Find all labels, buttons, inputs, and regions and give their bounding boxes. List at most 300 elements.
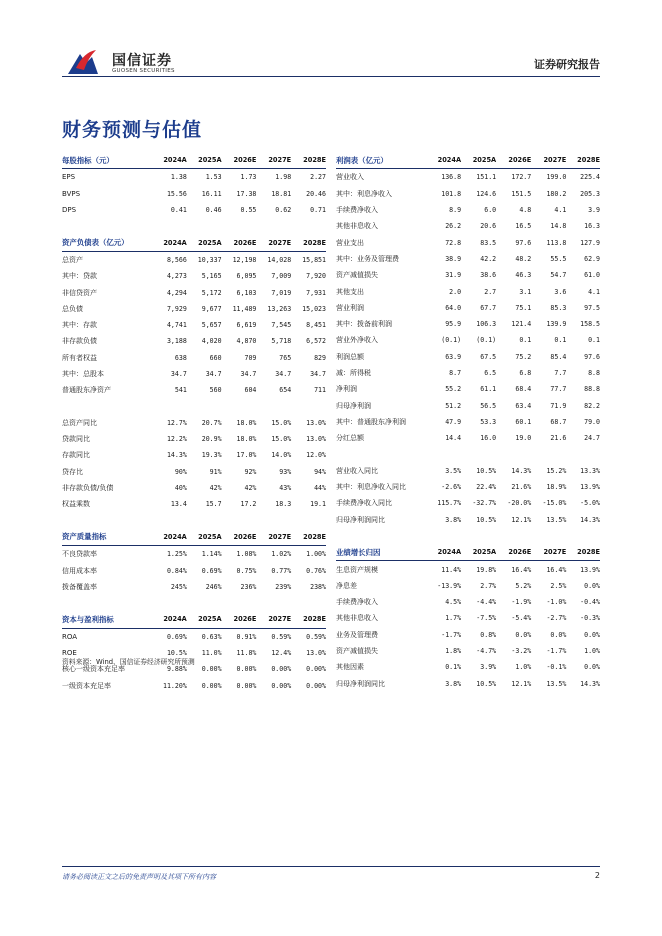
cell-value: 88.8 xyxy=(584,385,600,394)
row-label: 一级资本充足率 xyxy=(62,681,111,690)
table-row xyxy=(336,283,600,299)
year-header: 2024A xyxy=(152,529,187,546)
cell-value: 20.7% xyxy=(201,418,222,427)
row-label: 总资产同比 xyxy=(62,418,97,427)
cell-value: -0.1% xyxy=(546,663,567,672)
cell-value: 0.0% xyxy=(515,630,532,639)
cell-value: 77.7 xyxy=(550,385,567,394)
cell-value xyxy=(496,446,531,462)
row-label: 信用成本率 xyxy=(62,566,97,575)
cell-value: 3.9 xyxy=(588,206,600,215)
row-label: 总负债 xyxy=(62,304,83,313)
cell-value: 0.0% xyxy=(584,630,600,639)
cell-value: 14,028 xyxy=(267,255,292,264)
cell-value: 15.0% xyxy=(271,435,292,444)
cell-value: 19.0 xyxy=(515,434,532,443)
left-column xyxy=(62,152,326,694)
cell-value: -0.3% xyxy=(580,614,600,623)
cell-value: 0.84% xyxy=(166,566,187,575)
cell-value: 17.2 xyxy=(240,500,257,509)
cell-value: 3.8% xyxy=(445,679,462,688)
cell-value: 15.0% xyxy=(271,418,292,427)
cell-value: 9.88% xyxy=(166,665,187,674)
cell-value: 4.1 xyxy=(554,206,567,215)
table-section-title: 资本与盈利指标 xyxy=(62,611,152,628)
cell-value: 709 xyxy=(244,353,257,362)
cell-value: 21.6% xyxy=(511,483,532,492)
row-label: 利润总额 xyxy=(336,352,364,361)
cell-value: 136.8 xyxy=(441,173,462,182)
cell-value: 1.02% xyxy=(271,550,292,559)
row-label: 存款同比 xyxy=(62,451,90,460)
cell-value: 51.2 xyxy=(445,401,462,410)
cell-value: 4.8 xyxy=(519,206,532,215)
cell-value: 44% xyxy=(314,484,326,493)
cell-value: 0.55 xyxy=(240,206,257,215)
cell-value: 67.5 xyxy=(480,352,497,361)
table-row xyxy=(62,415,326,431)
cell-value xyxy=(222,398,257,414)
table-row xyxy=(336,218,600,234)
year-header: 2025A xyxy=(187,152,222,169)
cell-value: 13.9% xyxy=(580,483,600,492)
cell-value: 18.0% xyxy=(236,435,257,444)
table-row xyxy=(336,332,600,348)
cell-value: 3.6 xyxy=(554,287,567,296)
cell-value: 139.9 xyxy=(546,320,567,329)
cell-value: 34.7 xyxy=(310,370,326,378)
cell-value: 12,198 xyxy=(232,255,257,264)
cell-value: 4.5% xyxy=(445,598,462,607)
cell-value: 205.3 xyxy=(580,189,600,198)
cell-value: 1.8% xyxy=(445,647,462,656)
cell-value: 18.81 xyxy=(271,189,292,198)
cell-value: 60.1 xyxy=(515,417,532,426)
table-row xyxy=(62,202,326,218)
cell-value: 67.7 xyxy=(480,303,497,312)
cell-value: 18.9% xyxy=(546,483,567,492)
cell-value: 15.56 xyxy=(166,189,187,198)
cell-value: 5,172 xyxy=(201,288,222,297)
cell-value: 4,273 xyxy=(166,272,187,281)
cell-value: 0.00% xyxy=(236,681,257,690)
row-label: 归母净利润同比 xyxy=(336,679,385,688)
cell-value: 638 xyxy=(174,353,187,362)
cell-value: 7,545 xyxy=(271,321,292,330)
cell-value: 79.0 xyxy=(584,417,600,426)
cell-value: -1.0% xyxy=(546,598,567,607)
cell-value: 113.8 xyxy=(546,238,567,247)
cell-value: 8.8 xyxy=(588,369,600,377)
year-header: 2026E xyxy=(222,234,257,251)
spacer-row xyxy=(62,218,326,234)
table-row xyxy=(62,382,326,398)
cell-value: 48.2 xyxy=(515,254,532,263)
cell-value: 18.0% xyxy=(236,418,257,427)
row-label: 手续费净收入 xyxy=(336,598,378,607)
cell-value: 0.69% xyxy=(166,632,187,641)
cell-value: 42% xyxy=(209,484,222,493)
cell-value: 53.3 xyxy=(480,417,497,426)
cell-value: 75.2 xyxy=(515,352,532,361)
table-row xyxy=(62,464,326,480)
cell-value: 63.9 xyxy=(445,352,462,361)
cell-value: 151.5 xyxy=(511,189,532,198)
row-label: 其他因素 xyxy=(336,663,364,672)
cell-value: 560 xyxy=(209,386,222,395)
cell-value: 12.1% xyxy=(511,679,532,688)
cell-value: 8,566 xyxy=(166,255,187,264)
cell-value: 14.3% xyxy=(580,515,600,524)
cell-value: 56.5 xyxy=(480,401,497,410)
cell-value: 225.4 xyxy=(580,173,600,182)
row-label: 归母净利润同比 xyxy=(336,515,385,524)
cell-value xyxy=(152,398,187,414)
row-label: 其中：利息净收入 xyxy=(336,189,392,198)
table-section-title: 业绩增长归因 xyxy=(336,544,426,561)
cell-value: 71.9 xyxy=(550,401,567,410)
table-row xyxy=(62,169,326,186)
cell-value: 72.8 xyxy=(445,238,462,247)
cell-value: 54.7 xyxy=(550,271,567,280)
cell-value: 10.5% xyxy=(476,515,497,524)
cell-value: 0.76% xyxy=(306,566,326,575)
table-row xyxy=(62,480,326,496)
cell-value: 3.9% xyxy=(480,663,497,672)
cell-value: 55.5 xyxy=(550,254,567,263)
logo-text-en: GUOSEN SECURITIES xyxy=(112,68,175,74)
cell-value: 1.0% xyxy=(515,663,532,672)
table-row xyxy=(336,446,600,462)
year-header: 2028E xyxy=(566,544,600,561)
row-label: 贷款同比 xyxy=(62,435,90,444)
row-label xyxy=(62,398,152,414)
cell-value: 64.0 xyxy=(445,303,462,312)
cell-value: 6,095 xyxy=(236,272,257,281)
cell-value: 4.1 xyxy=(588,287,600,296)
cell-value: 16.3 xyxy=(584,222,600,231)
cell-value: 127.9 xyxy=(580,238,600,247)
cell-value: 19.3% xyxy=(201,451,222,460)
cell-value: 0.0% xyxy=(550,630,567,639)
row-label: DPS xyxy=(62,206,77,215)
cell-value: 34.7 xyxy=(205,370,222,378)
cell-value: 13,263 xyxy=(267,304,292,313)
spacer-row xyxy=(336,528,600,544)
table-row xyxy=(62,447,326,463)
cell-value: 180.2 xyxy=(546,189,567,198)
table-row xyxy=(336,169,600,186)
row-label: 其他非息收入 xyxy=(336,222,378,231)
cell-value: 0.00% xyxy=(201,665,222,674)
cell-value: 2.7 xyxy=(484,287,497,296)
cell-value: 654 xyxy=(279,386,292,395)
row-label: 手续费净收入同比 xyxy=(336,499,392,508)
financial-table xyxy=(336,152,600,692)
cell-value: 1.0% xyxy=(584,647,600,656)
table-row xyxy=(62,317,326,333)
cell-value: 15,023 xyxy=(302,304,326,313)
table-row xyxy=(336,479,600,495)
cell-value: 10.5% xyxy=(166,649,187,658)
cell-value: 0.69% xyxy=(201,566,222,575)
cell-value: 0.62 xyxy=(275,206,292,215)
table-row xyxy=(62,350,326,366)
cell-value: 14.0% xyxy=(271,451,292,460)
cell-value: 62.9 xyxy=(584,254,600,263)
table-row xyxy=(62,251,326,268)
table-row xyxy=(336,267,600,283)
cell-value: 46.3 xyxy=(515,271,532,280)
table-row xyxy=(336,381,600,397)
cell-value: 9,677 xyxy=(201,304,222,313)
cell-value: 3.1 xyxy=(519,287,532,296)
cell-value: 660 xyxy=(209,353,222,362)
cell-value: 63.4 xyxy=(515,401,532,410)
cell-value: 6.5 xyxy=(484,369,497,377)
cell-value xyxy=(426,446,461,462)
cell-value: 106.3 xyxy=(476,320,497,329)
table-row xyxy=(62,186,326,202)
cell-value: 14.8 xyxy=(550,222,567,231)
row-label: EPS xyxy=(62,173,76,182)
cell-value: 0.59% xyxy=(271,632,292,641)
cell-value: 0.71 xyxy=(310,206,326,215)
row-label: 生息资产规模 xyxy=(336,565,378,574)
cell-value: 238% xyxy=(310,582,326,591)
cell-value: 1.00% xyxy=(306,550,326,559)
cell-value: 0.00% xyxy=(306,665,326,674)
cell-value: 245% xyxy=(170,582,187,591)
guosen-logo-icon xyxy=(66,48,100,76)
cell-value: 7,009 xyxy=(271,272,292,281)
table-row xyxy=(336,349,600,365)
cell-value: 6.0 xyxy=(484,206,497,215)
cell-value: 6,619 xyxy=(236,321,257,330)
cell-value: 0.1% xyxy=(445,663,462,672)
cell-value: 13.3% xyxy=(580,466,600,475)
table-row xyxy=(336,561,600,578)
page-number: 2 xyxy=(594,871,600,880)
spacer-row xyxy=(62,513,326,529)
row-label: 其中：贷款 xyxy=(62,272,97,281)
row-label: 其他支出 xyxy=(336,287,364,296)
cell-value: 34.7 xyxy=(170,370,187,378)
logo-text-cn: 国信证券 xyxy=(112,53,172,69)
cell-value: 13.5% xyxy=(546,679,567,688)
cell-value: 68.4 xyxy=(515,385,532,394)
row-label: BVPS xyxy=(62,189,81,198)
cell-value: 101.8 xyxy=(441,189,462,198)
cell-value: 7.7 xyxy=(554,369,567,377)
cell-value: 11.20% xyxy=(162,681,187,690)
table-row xyxy=(336,397,600,413)
table-header-row xyxy=(62,529,326,546)
cell-value: 10,337 xyxy=(197,255,222,264)
cell-value: 26.2 xyxy=(445,222,462,231)
cell-value: 82.2 xyxy=(584,401,600,410)
row-label: 权益乘数 xyxy=(62,500,90,509)
cell-value: 3.8% xyxy=(445,515,462,524)
cell-value: 13.0% xyxy=(306,435,326,444)
cell-value: -0.4% xyxy=(580,598,600,607)
cell-value: 541 xyxy=(174,386,187,395)
financial-table xyxy=(62,152,326,694)
cell-value: 0.1 xyxy=(554,336,567,345)
table-row xyxy=(62,431,326,447)
cell-value: 38.6 xyxy=(480,271,497,280)
cell-value: 158.5 xyxy=(580,320,600,329)
table-row xyxy=(336,594,600,610)
cell-value: 604 xyxy=(244,386,257,395)
cell-value: 12.0% xyxy=(306,451,326,460)
row-label: 营业支出 xyxy=(336,238,364,247)
year-header: 2028E xyxy=(291,152,326,169)
row-label: ROE xyxy=(62,649,77,658)
cell-value: 236% xyxy=(240,582,257,591)
cell-value: 95.9 xyxy=(445,320,462,329)
footer-disclaimer: 请务必阅读正文之后的免责声明及其项下所有内容 xyxy=(62,873,216,881)
cell-value: 13.0% xyxy=(306,649,326,658)
year-header: 2028E xyxy=(291,234,326,251)
cell-value: 14.3% xyxy=(580,679,600,688)
row-label: 净利润 xyxy=(336,385,357,394)
data-source-note: 资料来源：Wind、国信证券经济研究所预测 xyxy=(62,658,195,666)
cell-value: 4,741 xyxy=(166,321,187,330)
table-row xyxy=(336,186,600,202)
cell-value: 172.7 xyxy=(511,173,532,182)
year-header: 2025A xyxy=(187,234,222,251)
cell-value: 20.6 xyxy=(480,222,497,231)
cell-value: 43% xyxy=(279,484,292,493)
cell-value: 0.41 xyxy=(170,206,187,215)
cell-value: 24.7 xyxy=(584,434,600,443)
cell-value: 1.98 xyxy=(275,173,292,182)
table-row xyxy=(62,546,326,563)
table-row xyxy=(62,496,326,512)
cell-value: -5.0% xyxy=(580,499,600,508)
cell-value: 0.0% xyxy=(584,581,600,590)
cell-value: 151.1 xyxy=(476,173,497,182)
cell-value: 4,020 xyxy=(201,337,222,346)
year-header: 2024A xyxy=(426,544,461,561)
cell-value: 124.6 xyxy=(476,189,497,198)
table-header-row xyxy=(62,152,326,169)
cell-value: -1.7% xyxy=(546,647,567,656)
report-type-label: 证券研究报告 xyxy=(534,58,600,71)
row-label: 净息差 xyxy=(336,581,357,590)
cell-value: 4,870 xyxy=(236,337,257,346)
table-row xyxy=(336,659,600,675)
cell-value: 8.7 xyxy=(449,369,462,377)
cell-value: 19.8% xyxy=(476,565,497,574)
cell-value: 17.38 xyxy=(236,189,257,198)
cell-value: 199.0 xyxy=(546,173,567,182)
cell-value: 20.9% xyxy=(201,435,222,444)
cell-value: 18.3 xyxy=(275,500,292,509)
cell-value: 22.4% xyxy=(476,483,497,492)
cell-value: 0.75% xyxy=(236,566,257,575)
table-row xyxy=(62,562,326,578)
cell-value: -4.4% xyxy=(476,598,497,607)
table-header-row xyxy=(62,234,326,251)
cell-value: -2.6% xyxy=(441,483,462,492)
cell-value: 20.46 xyxy=(306,189,326,198)
year-header: 2028E xyxy=(291,611,326,628)
cell-value: 8.9 xyxy=(449,206,462,215)
cell-value: 0.0% xyxy=(584,663,600,672)
table-row xyxy=(62,366,326,382)
table-row xyxy=(336,512,600,528)
row-label xyxy=(336,446,426,462)
cell-value: 1.7% xyxy=(445,614,462,623)
year-header: 2027E xyxy=(256,529,291,546)
table-header-row xyxy=(62,611,326,628)
cell-value: 0.91% xyxy=(236,632,257,641)
cell-value: 3.5% xyxy=(445,466,462,475)
cell-value xyxy=(187,398,222,414)
year-header: 2028E xyxy=(291,529,326,546)
right-column xyxy=(336,152,600,692)
cell-value: 34.7 xyxy=(275,370,292,378)
year-header: 2025A xyxy=(461,544,496,561)
row-label: 其他非息收入 xyxy=(336,614,378,623)
year-header: 2027E xyxy=(531,152,566,169)
cell-value: (0.1) xyxy=(476,336,497,345)
row-label: 分红总额 xyxy=(336,434,364,443)
cell-value: 92% xyxy=(244,467,257,476)
year-header: 2025A xyxy=(187,611,222,628)
row-label: 资产减值损失 xyxy=(336,647,378,656)
row-label: 非存款负债 xyxy=(62,337,97,346)
year-header: 2025A xyxy=(461,152,496,169)
row-label: 减：所得税 xyxy=(336,369,371,377)
cell-value: 0.1 xyxy=(588,336,600,345)
cell-value: 16.5 xyxy=(515,222,532,231)
row-label: 手续费净收入 xyxy=(336,206,378,215)
row-label: 营业利润 xyxy=(336,303,364,312)
cell-value: 11.8% xyxy=(236,649,257,658)
cell-value: 5,657 xyxy=(201,321,222,330)
cell-value: 1.53 xyxy=(205,173,222,182)
table-row xyxy=(336,414,600,430)
cell-value: 31.9 xyxy=(445,271,462,280)
page-title: 财务预测与估值 xyxy=(62,119,203,141)
cell-value: 12.4% xyxy=(271,649,292,658)
row-label: 营业外净收入 xyxy=(336,336,378,345)
cell-value: 0.59% xyxy=(306,632,326,641)
row-label: 营业收入同比 xyxy=(336,466,378,475)
row-label: 拨备覆盖率 xyxy=(62,582,97,591)
year-header: 2026E xyxy=(222,611,257,628)
year-header: 2027E xyxy=(531,544,566,561)
table-row xyxy=(336,627,600,643)
cell-value xyxy=(566,446,600,462)
table-row xyxy=(62,579,326,595)
cell-value: 12.2% xyxy=(166,435,187,444)
cell-value: 85.3 xyxy=(550,303,567,312)
cell-value: 19.1 xyxy=(310,500,326,509)
table-header-row xyxy=(336,544,600,561)
table-row xyxy=(336,300,600,316)
year-header: 2024A xyxy=(426,152,461,169)
cell-value: -5.4% xyxy=(511,614,532,623)
table-row xyxy=(62,333,326,349)
row-label: 业务及管理费 xyxy=(336,630,378,639)
row-label: 其中：普通股东净利润 xyxy=(336,417,406,426)
table-row xyxy=(336,251,600,267)
cell-value: 4,294 xyxy=(166,288,187,297)
